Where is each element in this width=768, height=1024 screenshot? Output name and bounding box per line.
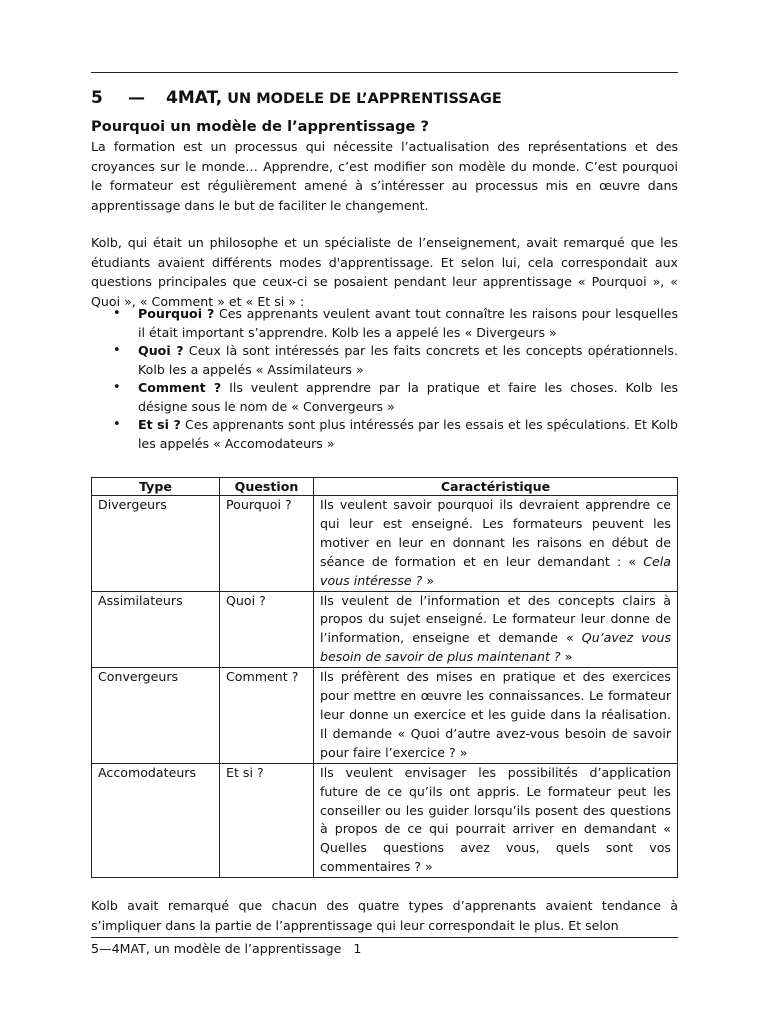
cell-characteristic: Ils veulent de l’information et des concepts clairs à propos du sujet enseigné. Le formateur leur donne de l’information, enseigne et demande « Qu’avez vous besoin de savoir de plus maintenant ? » [314,591,678,668]
table-header-row [92,478,678,496]
page-number: 1 [353,941,362,956]
list-item-label: Pourquoi ? [138,306,215,321]
cell-type: Assimilateurs [92,591,220,668]
header-characteristic: Caractéristique [314,478,678,496]
section-subheading: Pourquoi un modèle de l’apprentissage ? [91,118,429,135]
list-item-label: Comment ? [138,380,222,395]
cell-characteristic: Ils préfèrent des mises en pratique et des exercices pour mettre en œuvre les connaissances. Le formateur leur donne un exercice et les guide dans la réalisation. Il demande « Quoi d’autre avez-vous besoin de savoir pour faire l’exercice ? » [314,668,678,764]
chapter-title-main: 4MAT, [166,88,223,108]
top-rule [91,72,678,73]
list-item [91,342,678,379]
table-row [92,763,678,877]
paragraph-conclusion: Kolb avait remarqué que chacun des quatre types d’apprenants avaient tendance à s’impliquer dans la partie de l’apprentissage qui leur correspondait le plus. Et selon [91,898,678,933]
footer-title: 5—4MAT, un modèle de l’apprentissage [91,941,342,956]
footer-rule [91,937,678,938]
cell-type: Convergeurs [92,668,220,764]
cell-type: Accomodateurs [92,763,220,877]
list-item-text: Ces apprenants veulent avant tout connaître les raisons pour lesquelles il était important s’apprendre. Kolb les a appelé les « Divergeurs » [138,306,679,340]
list-item-text: Ces apprenants sont plus intéressés par les essais et les spéculations. Et Kolb les appelés « Accomodateurs » [138,417,679,451]
cell-question: Et si ? [220,763,314,877]
chapter-title-rest: UN MODELE DE L’APPRENTISSAGE [222,91,502,107]
paragraph-kolb: Kolb, qui était un philosophe et un spécialiste de l’enseignement, avait remarqué que les étudiants avaient différents modes d'apprentissage. Et selon lui, cela correspondait aux questions principales que ceux-ci se posaient pendant leur apprentissage « Pourquoi », « Quoi », « Comment » et « Et si » : [91,235,678,309]
cell-type: Divergeurs [92,496,220,592]
table-row [92,591,678,668]
cell-characteristic: Ils veulent envisager les possibilités d’application future de ce qu’ils ont appris. Le formateur peut les conseiller ou les guider lorsqu’ils posent des questions à propos de ce qui pourrait arriver en demandant « Quelles questions avez vous, quels sont vos commentaires ? » [314,763,678,877]
chapter-heading [91,88,678,108]
cell-question: Quoi ? [220,591,314,668]
learner-types-list [91,305,678,453]
page-footer [91,941,361,956]
list-item-text: Ceux là sont intéressés par les faits concrets et les concepts opérationnels. Kolb les a appelés « Assimilateurs » [138,343,678,377]
cell-characteristic: Ils veulent savoir pourquoi ils devraient apprendre ce qui leur est enseigné. Les formateurs peuvent les motiver en leur en donnant les raisons en début de séance de formation et en leur demandant : « Cela vous intéresse ? » [314,496,678,592]
learner-types-table [91,477,678,878]
list-item [91,416,678,453]
chapter-dash: — [128,88,145,108]
list-item-text: Ils veulent apprendre par la pratique et faire les choses. Kolb les désigne sous le nom de « Convergeurs » [138,380,679,414]
list-item-label: Quoi ? [138,343,184,358]
list-item-label: Et si ? [138,417,181,432]
cell-question: Pourquoi ? [220,496,314,592]
header-type: Type [92,478,220,496]
header-question: Question [220,478,314,496]
cell-question: Comment ? [220,668,314,764]
table-row [92,668,678,764]
table-row [92,496,678,592]
paragraph-intro: La formation est un processus qui nécessite l’actualisation des représentations et des croyances sur le monde… Apprendre, c’est modifier son modèle du monde. C’est pourquoi le formateur est régulièrement amené à s’intéresser au processus mis en œuvre dans apprentissage dans le but de faciliter le changement. [91,139,678,213]
list-item [91,379,678,416]
list-item [91,305,678,342]
chapter-number: 5 [91,88,103,108]
